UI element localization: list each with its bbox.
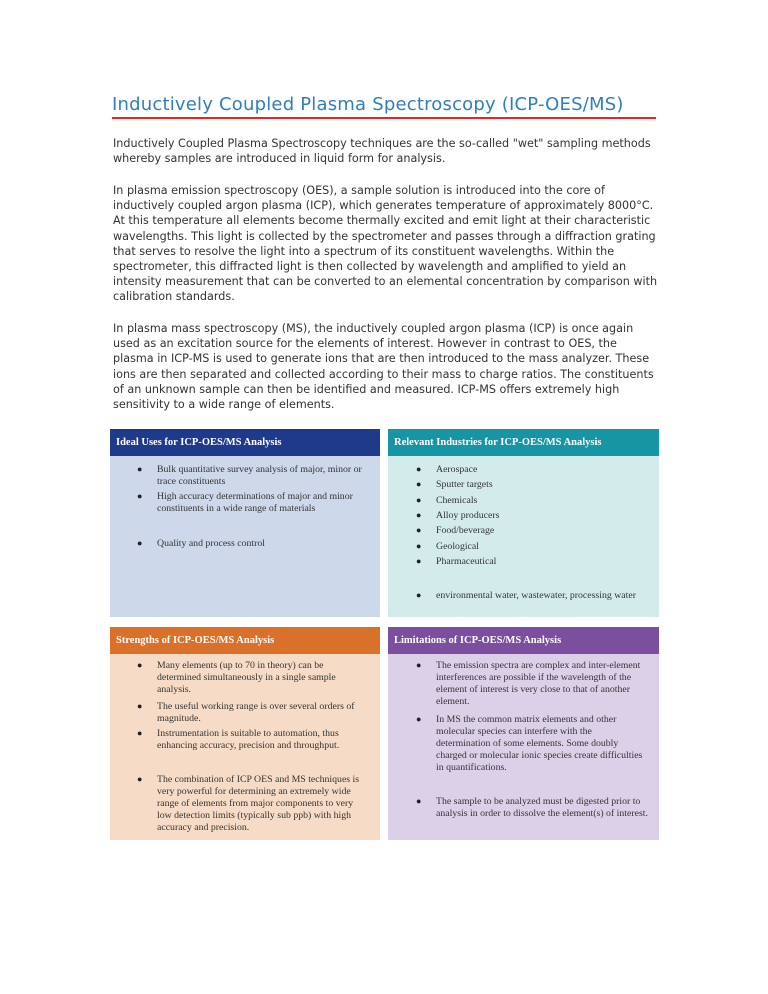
bullet-icon: ● xyxy=(416,796,422,806)
ms-paragraph: In plasma mass spectroscopy (MS), the inductively coupled argon plasma (ICP) is once again used as an excitation source for the elements of interest. However in contrast to OES, the plasma in ICP-MS is used to generate ions that are then introduced to the mass analyzer. These ions are then separated and collected according to their mass to charge ratios. The constituents of an unknown sample can then be identified and measured. ICP-MS offers extremely high sensitivity to a wide range of elements. xyxy=(113,322,654,412)
ideal-uses-header: Ideal Uses for ICP-OES/MS Analysis xyxy=(110,429,380,456)
limitation-item: ● The sample to be analyzed must be digested prior to analysis in order to dissolve the element(s) of interest. xyxy=(416,796,648,819)
bullet-icon: ● xyxy=(416,660,422,670)
industries-box xyxy=(388,429,659,617)
limitations-box xyxy=(388,627,659,840)
title-rule xyxy=(112,117,656,119)
limitation-item: ● In MS the common matrix elements and other molecular species can interfere with the determination of some elements. Some doubly charged or molecular ionic species create difficulties in quantifications. xyxy=(416,714,643,773)
industry-item: ● Food/beverage xyxy=(416,525,495,536)
bullet-icon: ● xyxy=(416,714,422,724)
strength-item: ● The useful working range is over several orders of magnitude. xyxy=(137,701,355,724)
strength-item: ● Instrumentation is suitable to automation, thus enhancing accuracy, precision and throughput. xyxy=(137,728,340,751)
industries-body xyxy=(388,456,659,617)
bullet-icon: ● xyxy=(137,491,143,501)
strength-item: ● Many elements (up to 70 in theory) can be determined simultaneously in a single sample analysis. xyxy=(137,660,336,695)
ideal-uses-item: ● Quality and process control xyxy=(137,538,266,549)
bullet-icon: ● xyxy=(416,464,422,474)
bullet-icon: ● xyxy=(416,510,422,520)
intro-paragraph: Inductively Coupled Plasma Spectroscopy techniques are the so-called "wet" sampling methods whereby samples are introduced in liquid form for analysis. xyxy=(113,137,651,166)
industry-item: ● Chemicals xyxy=(416,495,478,506)
ideal-uses-item: ● High accuracy determinations of major and minor constituents in a wide range of materials xyxy=(137,491,353,514)
bullet-icon: ● xyxy=(137,464,143,474)
bullet-icon: ● xyxy=(416,541,422,551)
strengths-box xyxy=(110,627,380,840)
limitations-body xyxy=(388,654,659,840)
industry-item: ● Alloy producers xyxy=(416,510,500,521)
limitation-item: ● The emission spectra are complex and inter-element interferences are possible if the wavelength of the element of interest is very close to that of another element. xyxy=(416,660,641,707)
strengths-body xyxy=(110,654,380,840)
ideal-uses-item: ● Bulk quantitative survey analysis of major, minor or trace constituents xyxy=(137,464,362,487)
industry-item: ● environmental water, wastewater, processing water xyxy=(416,590,636,601)
bullet-icon: ● xyxy=(416,525,422,535)
industry-item: ● Sputter targets xyxy=(416,479,493,490)
ideal-uses-body xyxy=(110,456,380,617)
bullet-icon: ● xyxy=(137,774,143,784)
bullet-icon: ● xyxy=(137,660,143,670)
oes-paragraph: In plasma emission spectroscopy (OES), a sample solution is introduced into the core of inductively coupled argon plasma (ICP), which generates temperature of approximately 8000°C. At this temperature all elements become thermally excited and emit light at their characteristic wavelengths. This light is collected by the spectrometer and passes through a diffraction grating that serves to resolve the light into a spectrum of its constituent wavelengths. Within the spectrometer, this diffracted light is then collected by wavelength and amplified to yield an intensity measurement that can be converted to an elemental concentration by comparison with calibration standards. xyxy=(113,184,658,304)
bullet-icon: ● xyxy=(416,590,422,600)
bullet-icon: ● xyxy=(137,538,143,548)
bullet-icon: ● xyxy=(416,556,422,566)
page-title: Inductively Coupled Plasma Spectroscopy (ICP-OES/MS) xyxy=(112,94,624,115)
industry-item: ● Pharmaceutical xyxy=(416,556,497,567)
strengths-header: Strengths of ICP-OES/MS Analysis xyxy=(110,627,380,654)
bullet-icon: ● xyxy=(416,479,422,489)
industries-header: Relevant Industries for ICP-OES/MS Analysis xyxy=(388,429,659,456)
bullet-icon: ● xyxy=(137,701,143,711)
industry-item: ● Aerospace xyxy=(416,464,478,475)
limitations-header: Limitations of ICP-OES/MS Analysis xyxy=(388,627,659,654)
ideal-uses-box xyxy=(110,429,380,617)
industry-item: ● Geological xyxy=(416,541,479,552)
strength-item: ● The combination of ICP OES and MS techniques is very powerful for determining an extremely wide range of elements from major components to very low detection limits (typically sub ppb) with high accuracy and precision. xyxy=(137,774,360,833)
bullet-icon: ● xyxy=(416,495,422,505)
bullet-icon: ● xyxy=(137,728,143,738)
